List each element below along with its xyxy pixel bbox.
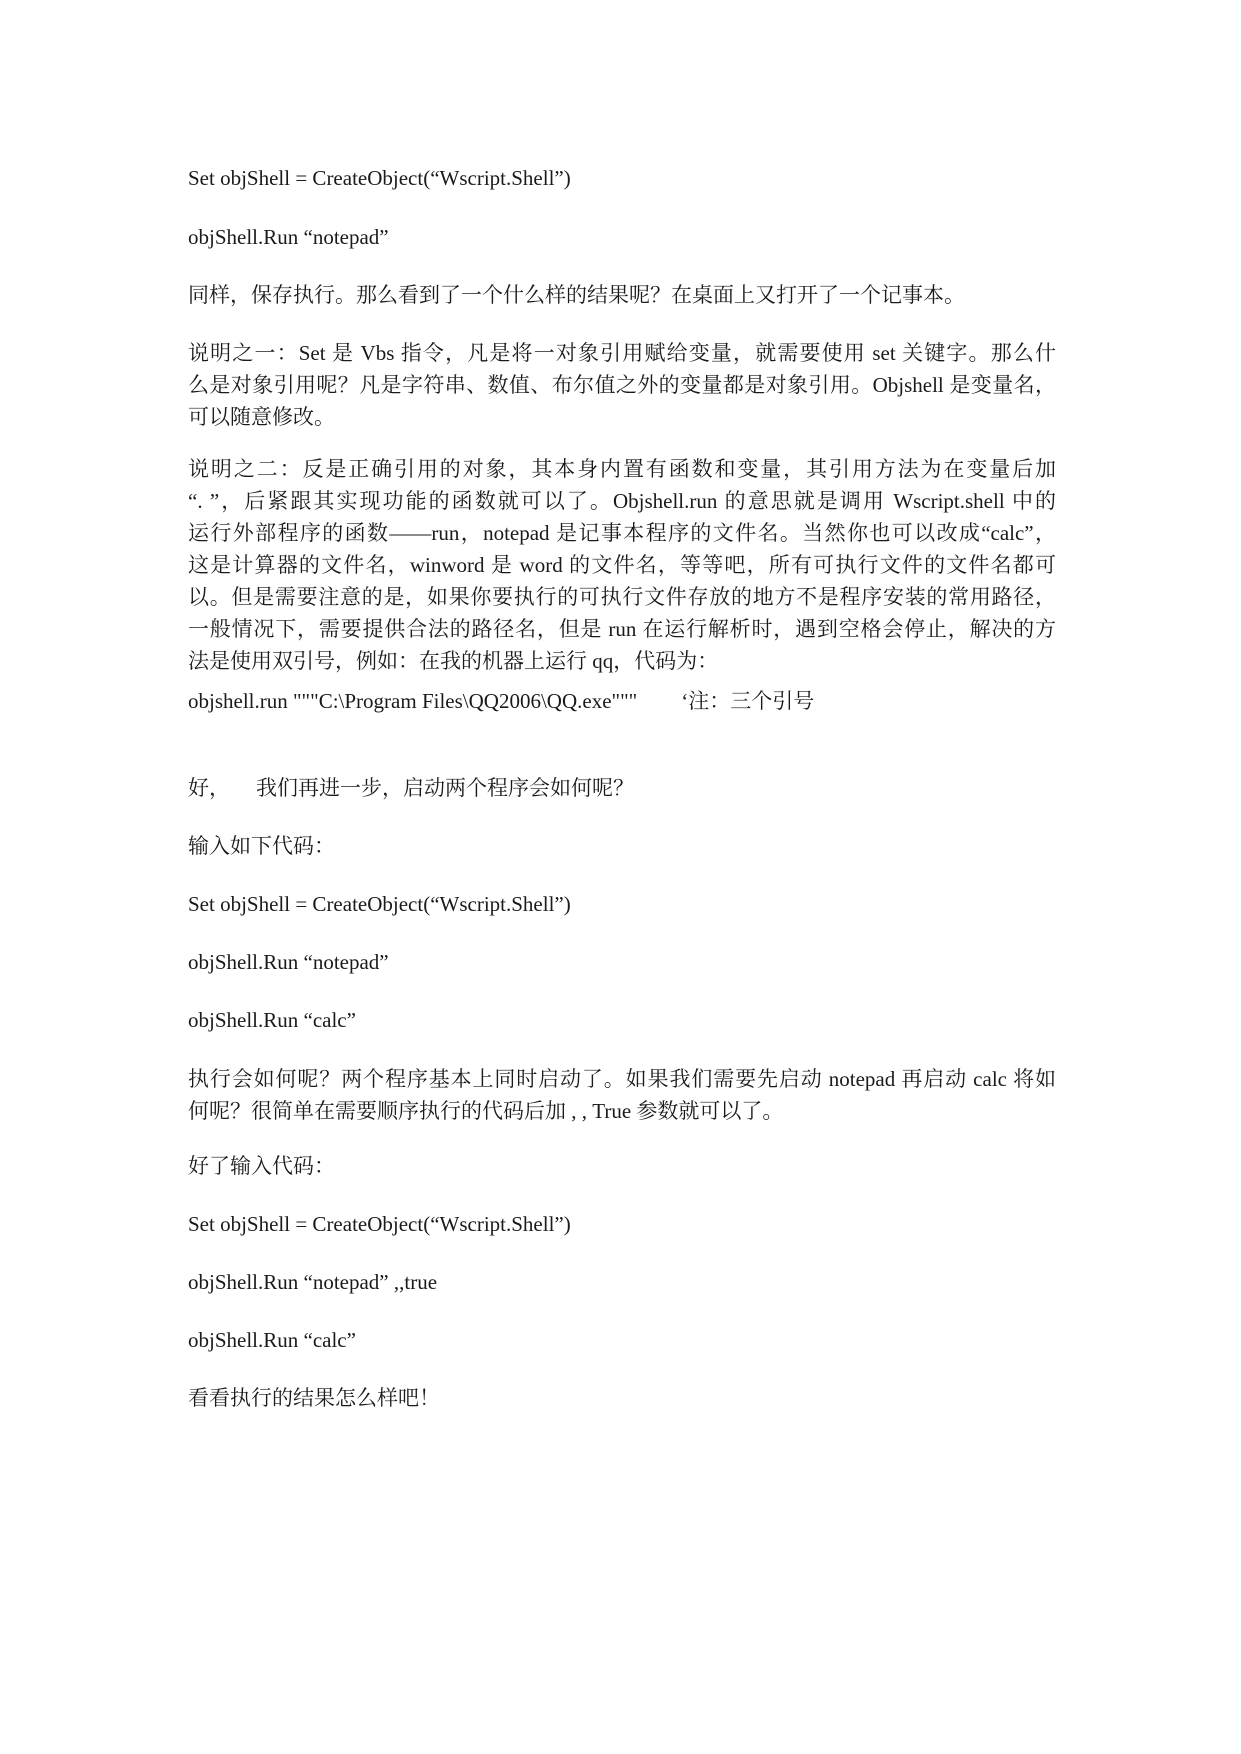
code-line: objShell.Run “calc” [188, 1008, 356, 1032]
note-one [188, 337, 1056, 433]
code-line: Set objShell = CreateObject(“Wscript.Shell”) [188, 1212, 571, 1236]
code-line: objShell.Run “notepad” ,,true [188, 1270, 438, 1294]
code-line: objShell.Run “notepad” [188, 950, 389, 974]
text-line: 执行会如何呢？两个程序基本上同时启动了。如果我们需要先启动 notepad 再启动 calc 将如 [188, 1067, 1056, 1091]
text-line: “. ”，后紧跟其实现功能的函数就可以了。Objshell.run 的意思就是调用 Wscript.shell 中的 [188, 489, 1056, 513]
paragraph [188, 772, 1056, 804]
paragraph: 同样，保存执行。那么看到了一个什么样的结果呢？在桌面上又打开了一个记事本。 [188, 283, 965, 307]
text-line: 以。但是需要注意的是，如果你要执行的可执行文件存放的地方不是程序安装的常用路径， [188, 585, 1056, 609]
text-line: 么是对象引用呢？凡是字符串、数值、布尔值之外的变量都是对象引用。Objshell 是变量名， [188, 373, 1056, 397]
text-line: 说明之二：反是正确引用的对象，其本身内置有函数和变量，其引用方法为在变量后加 [188, 457, 1056, 481]
code-line: Set objShell = CreateObject(“Wscript.Shell”) [188, 166, 571, 190]
code-line: Set objShell = CreateObject(“Wscript.Shell”) [188, 892, 571, 916]
note-two [188, 453, 1056, 677]
code-text: objshell.run """C:\Program Files\QQ2006\QQ.exe""" [188, 689, 638, 713]
code-line: objShell.Run “calc” [188, 1328, 356, 1352]
code-line: objShell.Run “notepad” [188, 225, 389, 249]
code-comment: ‘注：三个引号 [681, 689, 815, 713]
text-line: 何呢？很简单在需要顺序执行的代码后加 , , True 参数就可以了。 [188, 1099, 784, 1123]
paragraph-exec [188, 1063, 1056, 1127]
text-line: 一般情况下，需要提供合法的路径名，但是 run 在运行解析时，遇到空格会停止，解决的方 [188, 617, 1056, 641]
text-fragment: 我们再进一步，启动两个程序会如何呢？ [256, 776, 634, 800]
text-line: 可以随意修改。 [188, 405, 335, 429]
text-line: 这是计算器的文件名，winword 是 word 的文件名，等等吧，所有可执行文件的文件名都可 [188, 553, 1056, 577]
paragraph: 看看执行的结果怎么样吧！ [188, 1386, 440, 1410]
code-line-qq [188, 685, 1056, 717]
text-line: 运行外部程序的函数——run，notepad 是记事本程序的文件名。当然你也可以改成“calc”， [188, 521, 1056, 545]
text-line: 法是使用双引号，例如：在我的机器上运行 qq，代码为： [188, 649, 719, 673]
paragraph: 好了输入代码： [188, 1154, 335, 1178]
text-fragment: 好， [188, 776, 230, 800]
text-line: 说明之一：Set 是 Vbs 指令，凡是将一对象引用赋给变量，就需要使用 set 关键字。那么什 [188, 341, 1056, 365]
paragraph: 输入如下代码： [188, 834, 335, 858]
